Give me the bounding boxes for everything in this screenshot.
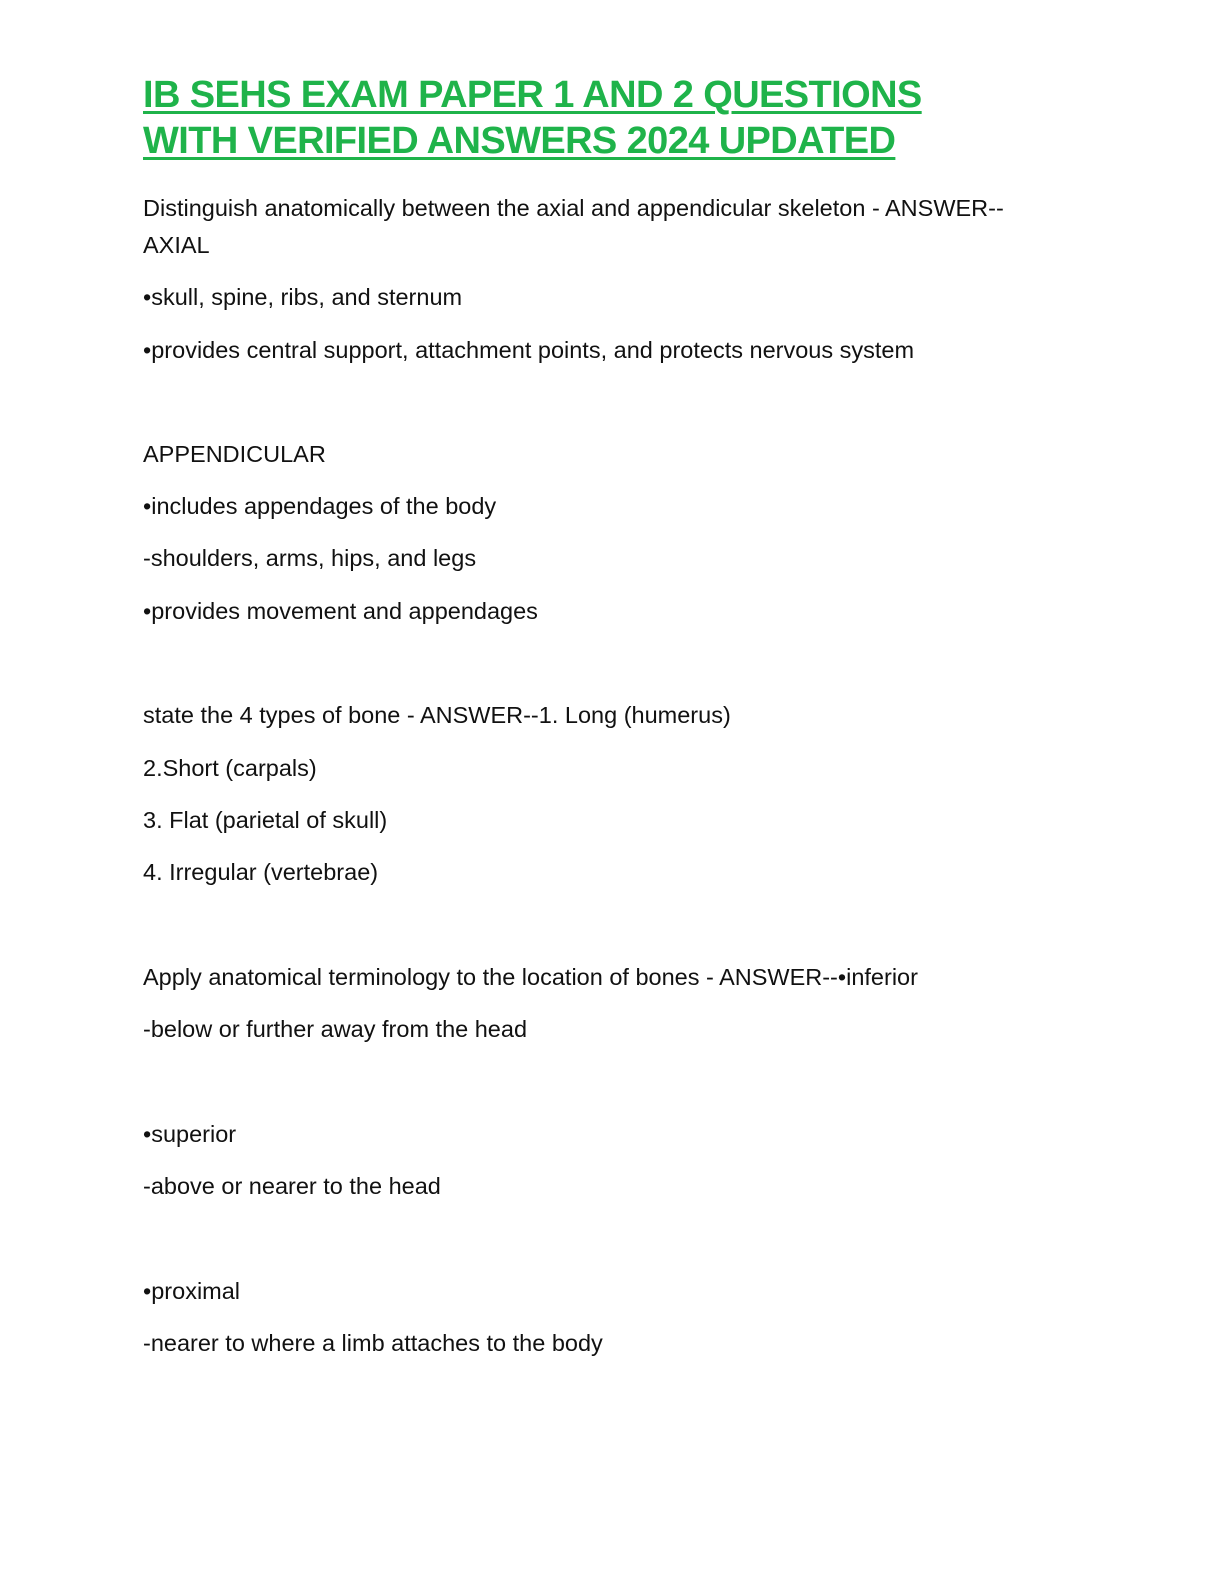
- title-line-2: WITH VERIFIED ANSWERS 2024 UPDATED: [143, 120, 896, 162]
- answer-line: 4. Irregular (vertebrae): [143, 859, 379, 885]
- answer-line: •proximal: [143, 1278, 241, 1304]
- question-line: Apply anatomical terminology to the location of bones - ANSWER--•inferior: [143, 964, 918, 990]
- answer-line: -above or nearer to the head: [143, 1173, 441, 1199]
- answer-line: •includes appendages of the body: [143, 493, 497, 519]
- answer-line: 2.Short (carpals): [143, 755, 317, 781]
- document-title: [143, 72, 1103, 164]
- answer-line: -nearer to where a limb attaches to the body: [143, 1330, 603, 1356]
- question-line: Distinguish anatomically between the axial and appendicular skeleton - ANSWER--: [143, 195, 1004, 221]
- answer-line: •provides central support, attachment points, and protects nervous system: [143, 337, 915, 363]
- answer-line: APPENDICULAR: [143, 441, 326, 467]
- answer-line: -below or further away from the head: [143, 1016, 528, 1042]
- answer-line: •superior: [143, 1121, 237, 1147]
- title-line-1: IB SEHS EXAM PAPER 1 AND 2 QUESTIONS: [143, 74, 922, 116]
- answer-line: •provides movement and appendages: [143, 598, 538, 624]
- answer-line: AXIAL: [143, 232, 210, 258]
- question-line: state the 4 types of bone - ANSWER--1. Long (humerus): [143, 702, 731, 728]
- answer-line: •skull, spine, ribs, and sternum: [143, 284, 463, 310]
- answer-line: 3. Flat (parietal of skull): [143, 807, 388, 833]
- answer-line: -shoulders, arms, hips, and legs: [143, 545, 477, 571]
